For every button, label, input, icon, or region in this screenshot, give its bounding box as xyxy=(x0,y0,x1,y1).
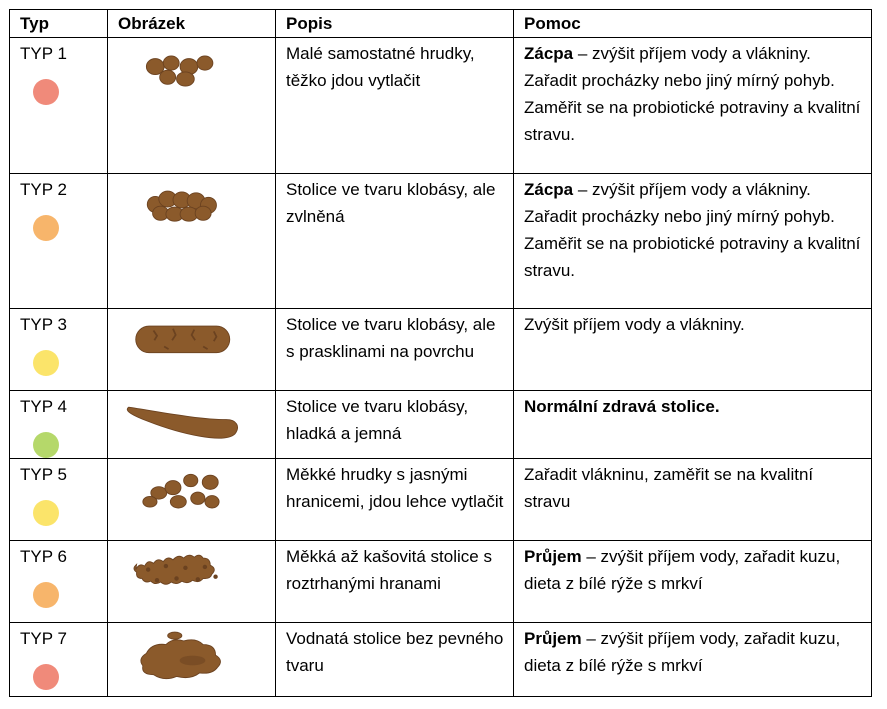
color-dot xyxy=(33,500,59,526)
color-dot xyxy=(33,215,59,241)
typ-label: TYP 3 xyxy=(20,315,67,334)
typ-cell xyxy=(10,623,108,697)
pomoc-text: Zvýšit příjem vody a vlákniny. xyxy=(524,315,745,334)
pomoc-cell xyxy=(514,38,872,174)
popis-cell: Stolice ve tvaru klobásy, ale zvlněná xyxy=(276,174,514,309)
stool-type-1-icon xyxy=(118,40,267,161)
stool-type-7-icon xyxy=(118,625,267,691)
typ-label: TYP 1 xyxy=(20,44,67,63)
typ-label: TYP 4 xyxy=(20,397,67,416)
popis-cell: Stolice ve tvaru klobásy, hladká a jemná xyxy=(276,391,514,459)
color-dot xyxy=(33,79,59,105)
typ-label: TYP 7 xyxy=(20,629,67,648)
header-typ: Typ xyxy=(10,10,108,38)
typ-label: TYP 6 xyxy=(20,547,67,566)
table-row xyxy=(10,391,872,459)
pomoc-text: – zvýšit příjem vody a vlákniny. Zařadit procházky nebo jiný mírný pohyb. Zaměřit se na probiotické potraviny a kvalitní stravu. xyxy=(524,44,861,144)
typ-cell xyxy=(10,459,108,541)
header-popis: Popis xyxy=(276,10,514,38)
pomoc-cell xyxy=(514,541,872,623)
popis-cell: Stolice ve tvaru klobásy, ale s prasklinami na povrchu xyxy=(276,309,514,391)
pomoc-cell xyxy=(514,623,872,697)
stool-type-3-icon xyxy=(118,311,267,384)
pomoc-bold: Zácpa xyxy=(524,44,574,63)
image-cell xyxy=(108,38,276,174)
table-row xyxy=(10,38,872,174)
color-dot xyxy=(33,664,59,690)
pomoc-cell xyxy=(514,459,872,541)
pomoc-text: Zařadit vlákninu, zaměřit se na kvalitní stravu xyxy=(524,465,814,511)
table-row xyxy=(10,459,872,541)
pomoc-text: – zvýšit příjem vody, zařadit kuzu, dieta z bílé rýže s mrkví xyxy=(524,629,841,675)
pomoc-bold: Normální zdravá stolice. xyxy=(524,397,720,416)
pomoc-text: – zvýšit příjem vody a vlákniny. Zařadit procházky nebo jiný mírný pohyb. Zaměřit se na probiotické potraviny a kvalitní stravu. xyxy=(524,180,861,280)
header-row xyxy=(10,10,872,38)
stool-type-2-icon xyxy=(118,176,267,296)
stool-type-6-icon xyxy=(118,543,267,616)
popis-cell: Malé samostatné hrudky, těžko jdou vytlačit xyxy=(276,38,514,174)
image-cell xyxy=(108,541,276,623)
pomoc-bold: Průjem xyxy=(524,629,582,648)
table-row xyxy=(10,174,872,309)
stool-type-5-icon xyxy=(118,461,267,534)
color-dot xyxy=(33,350,59,376)
popis-cell: Měkká až kašovitá stolice s roztrhanými hranami xyxy=(276,541,514,623)
pomoc-cell xyxy=(514,391,872,459)
image-cell xyxy=(108,174,276,309)
header-obrazek: Obrázek xyxy=(108,10,276,38)
table-row xyxy=(10,623,872,697)
image-cell xyxy=(108,623,276,697)
pomoc-cell xyxy=(514,309,872,391)
stool-type-4-icon xyxy=(118,393,267,453)
typ-cell xyxy=(10,391,108,459)
image-cell xyxy=(108,309,276,391)
pomoc-bold: Zácpa xyxy=(524,180,574,199)
typ-cell xyxy=(10,309,108,391)
color-dot xyxy=(33,432,59,458)
pomoc-bold: Průjem xyxy=(524,547,582,566)
popis-cell: Vodnatá stolice bez pevného tvaru xyxy=(276,623,514,697)
image-cell xyxy=(108,391,276,459)
image-cell xyxy=(108,459,276,541)
pomoc-text: – zvýšit příjem vody, zařadit kuzu, dieta z bílé rýže s mrkví xyxy=(524,547,841,593)
header-pomoc: Pomoc xyxy=(514,10,872,38)
typ-cell xyxy=(10,38,108,174)
table-row xyxy=(10,541,872,623)
popis-cell: Měkké hrudky s jasnými hranicemi, jdou lehce vytlačit xyxy=(276,459,514,541)
typ-label: TYP 5 xyxy=(20,465,67,484)
typ-cell xyxy=(10,541,108,623)
table-row xyxy=(10,309,872,391)
typ-label: TYP 2 xyxy=(20,180,67,199)
typ-cell xyxy=(10,174,108,309)
color-dot xyxy=(33,582,59,608)
bristol-stool-table xyxy=(9,9,872,697)
pomoc-cell xyxy=(514,174,872,309)
